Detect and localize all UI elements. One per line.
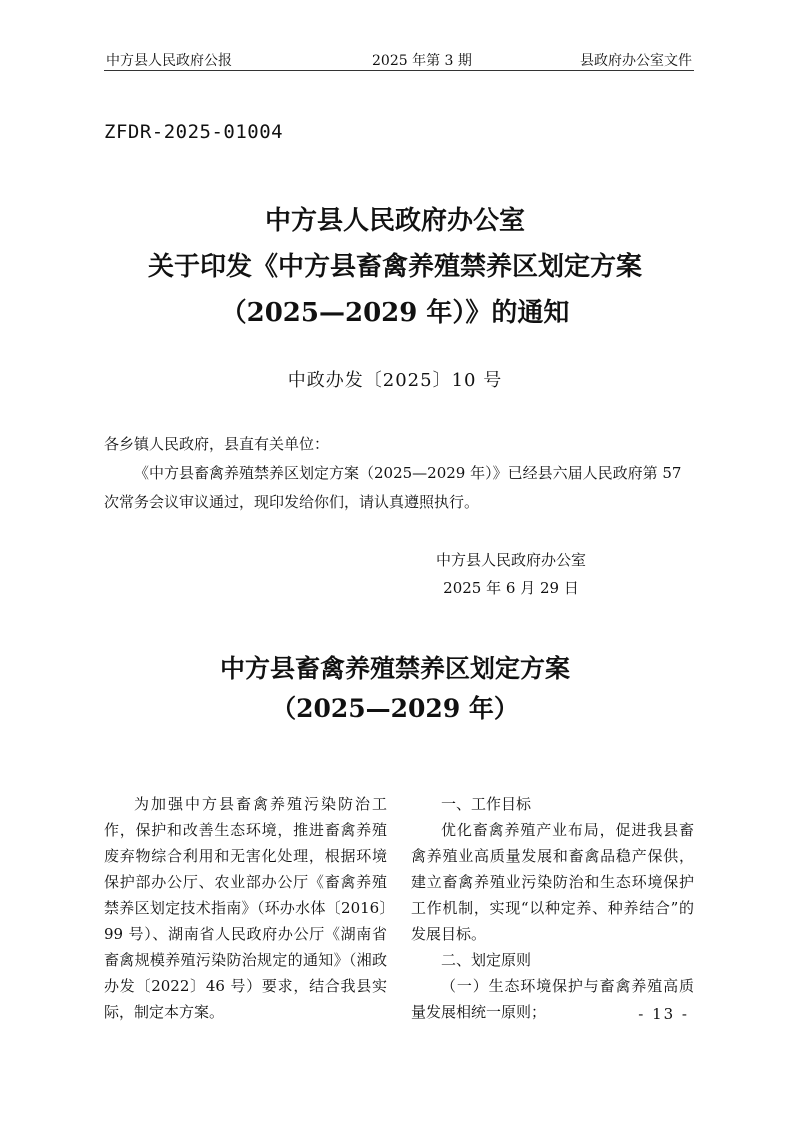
header-publication: 中方县人民政府公报 bbox=[106, 53, 232, 69]
header-category: 县政府办公室文件 bbox=[580, 53, 692, 69]
plan-title bbox=[100, 649, 690, 729]
plan-right-column bbox=[411, 791, 694, 1025]
notice-body bbox=[104, 430, 694, 517]
notice-signature: 中方县人民政府办公室 bbox=[436, 551, 587, 569]
section2-heading: 二、划定原则 bbox=[441, 951, 532, 969]
plan-intro-paragraph: 为加强中方县畜禽养殖污染防治工作，保护和改善生态环境，推进畜禽养殖废弃物综合利用和无害化处理，根据环境保护部办公厅、农业部办公厅《畜禽养殖禁养区划定技术指南》（环办水体〔2016〕99 号）、湖南省人民政府办公厅《湖南省畜禽规模养殖污染防治规定的通知》（湘政办发〔2022〕46 号）要求，结合我县实际，制定本方案。 bbox=[104, 795, 387, 1021]
notice-addressee: 各乡镇人民政府，县直有关单位： bbox=[104, 435, 330, 453]
header-issue: 2025 年第 3 期 bbox=[372, 53, 472, 69]
document-number: 中政办发〔2025〕10 号 bbox=[287, 370, 503, 391]
section1-text: 优化畜禽养殖产业布局，促进我县畜禽养殖业高质量发展和畜禽品稳产保供，建立畜禽养殖业污染防治和生态环境保护工作机制，实现“以种定养、种养结合”的发展目标。 bbox=[411, 821, 694, 943]
notice-body-line2: 次常务会议审议通过，现印发给你们，请认真遵照执行。 bbox=[104, 493, 480, 511]
section1-heading: 一、工作目标 bbox=[441, 795, 532, 813]
plan-title-line2: （2025—2029 年） bbox=[271, 694, 519, 723]
plan-title-line1: 中方县畜禽养殖禁养区划定方案 bbox=[219, 654, 570, 683]
notice-title-line1: 中方县人民政府办公室 bbox=[264, 206, 525, 236]
section2-item1: （一）生态环境保护与畜禽养殖高质量发展相统一原则； bbox=[411, 977, 694, 1021]
notice-body-line1: 《中方县畜禽养殖禁养区划定方案（2025—2029 年）》已经县六届人民政府第 57 bbox=[134, 464, 682, 482]
running-header bbox=[104, 44, 694, 71]
notice-date: 2025 年 6 月 29 日 bbox=[443, 579, 579, 597]
plan-left-column bbox=[104, 791, 387, 1025]
notice-signature-block bbox=[436, 546, 586, 602]
page-number: - 13 - bbox=[638, 1005, 689, 1023]
notice-title bbox=[100, 198, 690, 336]
notice-title-line3: （2025—2029 年）》的通知 bbox=[220, 298, 570, 328]
notice-title-line2: 关于印发《中方县畜禽养殖禁养区划定方案 bbox=[147, 252, 642, 282]
document-id: ZFDR-2025-01004 bbox=[104, 121, 284, 143]
